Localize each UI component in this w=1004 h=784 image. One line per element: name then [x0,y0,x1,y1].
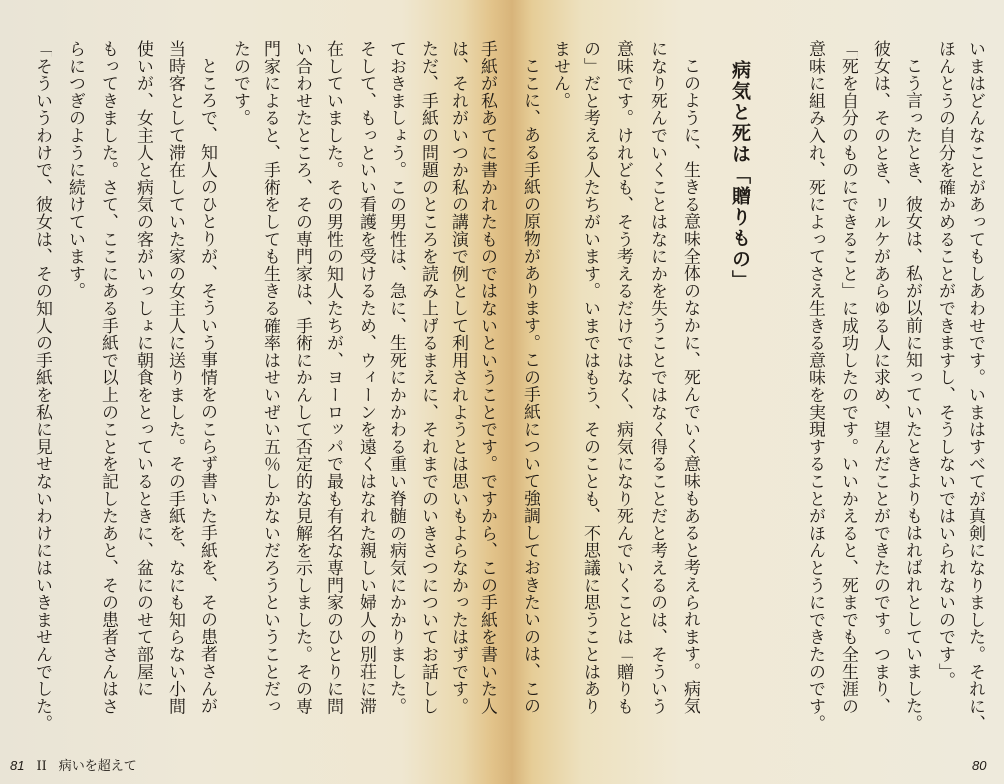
text-column: ただ、手紙の問題のところを読み上げるまえに、それまでのいきさつについてお話しし [418,40,438,715]
part-label: II [36,759,47,774]
text-column: になり死んでいくことはなにかを失うことではなく得ることだと考えるのは、そういう [647,40,667,715]
text-column: 当時客として滞在していた家の女主人に送りました。その手紙を、なにも知らない小間 [165,40,185,715]
text-column: 門家によると、手術をしても生きる確率はせいぜい五％しかないだろうということだっ [260,40,280,715]
text-column: の」だと考える人たちがいます。いまではもう、そのことも、不思議に思うことはあり [580,40,600,715]
page-right [502,0,1004,784]
text-column: 意味です。けれども、そう考えるだけではなく、病気になり死んでいくことは「贈りも [613,40,633,715]
text-column: 彼女は、そのとき、リルケがあらゆる人に求め、望んだことができたのです。つまり、 [870,40,890,715]
text-column: ところで、知人のひとりが、そういう事情をのこらず書いた手紙を、その患者さんが [197,57,217,715]
chapter-title: 病いを超えて [58,759,137,774]
text-column: たのです。 [230,40,250,127]
text-column: ておきましょう。この男性は、急に、生死にかかわる重い脊髄の病気にかかりました。 [386,40,406,715]
text-column: い合わせたところ、その専門家は、手術にかんして否定的な見解を示しました。その専 [292,40,312,715]
text-column: は、それがいつか私の講演で例として利用されようとは思いもよらなかったはずです。 [448,40,468,715]
page-number: 80 [972,758,987,773]
running-footer [10,755,137,774]
section-heading: 病気と死は「贈りもの」 [729,60,751,291]
text-column: 意味に組み入れ、死によってさえ生きる意味を実現することがほんとうにできたのです。 [805,40,825,732]
text-column: いまはどんなことがあってもしあわせです。いまはすべてが真剣になりました。それに、 [965,40,985,732]
page-number: 81 [10,758,25,773]
text-column: そして、もっといい看護を受けるため、ウィーンを遠くはなれた親しい婦人の別荘に滞 [356,40,376,715]
text-column: 在していました。その男性の知人たちが、ヨーロッパで最も有名な専門家のひとりに問 [323,40,343,715]
text-column: ここに、ある手紙の原物があります。この手紙について強調しておきたいのは、この [520,57,540,715]
text-column: ほんとうの自分を確かめることができますし、そうしないではいられないのです」。 [935,40,955,689]
text-column: 「死を自分のものにできること」に成功したのです。いいかえると、死までも全生涯の [838,40,858,715]
text-column: このように、生きる意味全体のなかに、死んでいく意味もあると考えられます。病気 [680,57,700,715]
text-column: こう言ったとき、彼女は、私が以前に知っていたときよりもはればれとしていました。 [902,57,922,732]
text-column: 手紙が私あてに書かれたものではないということです。ですから、この手紙を書いた人 [477,40,497,715]
text-column: 「そういうわけで、彼女は、その知人の手紙を私に見せないわけにはいきませんでした。 [32,40,52,732]
text-column: らにつぎのように続けています。 [65,40,85,300]
text-column: もってきました。さて、ここにある手紙で以上のことを記したあと、その患者さんはさ [98,40,118,715]
text-column: ません。 [550,40,570,110]
text-column: 使いが、女主人と病気の客がいっしょに朝食をとっているときに、盆にのせて部屋に [133,40,153,698]
